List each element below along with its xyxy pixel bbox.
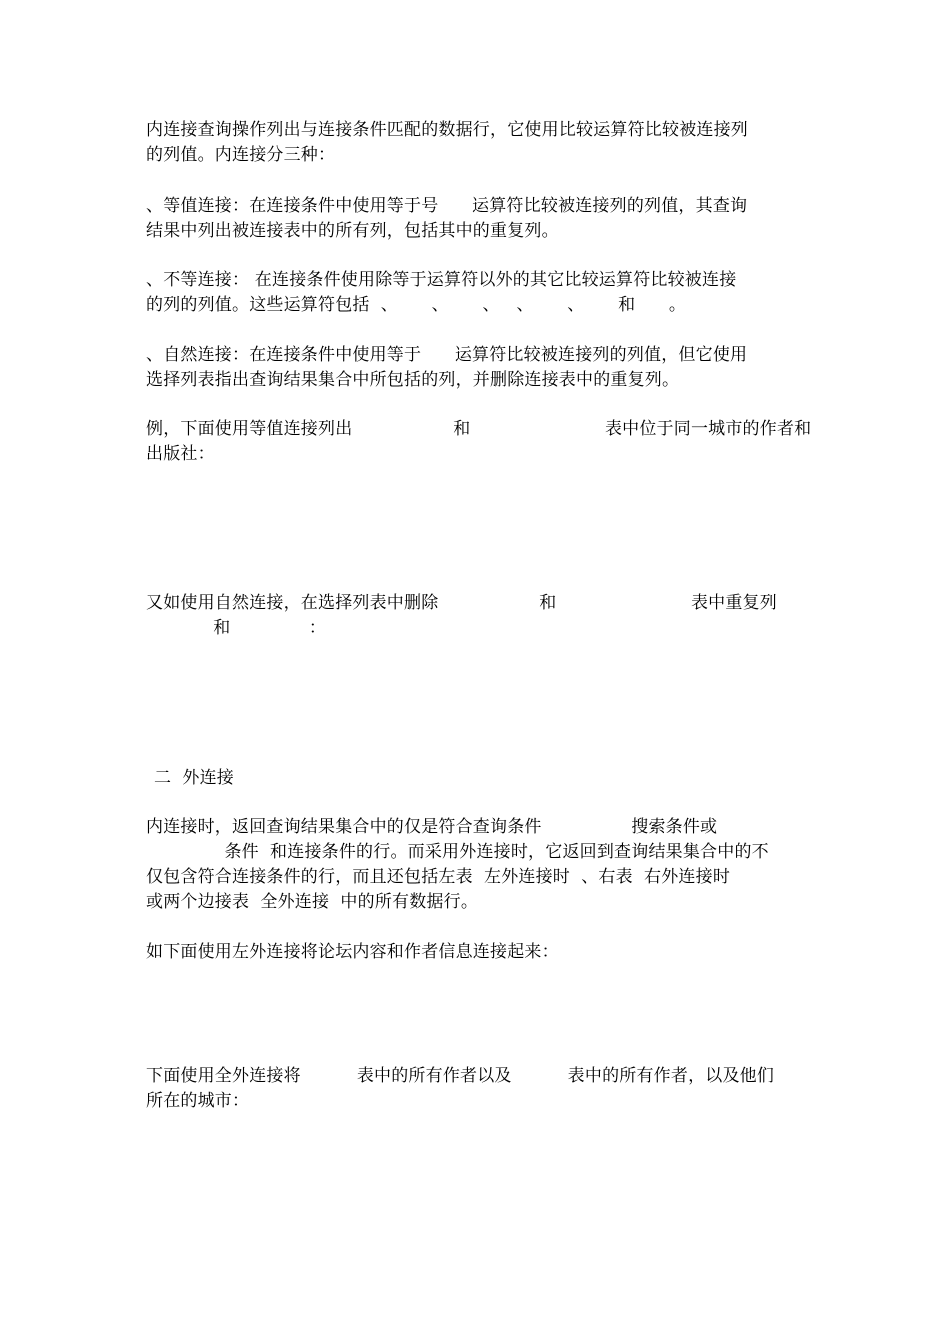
example-full-line-1: 下面使用全外连接将 表中的所有作者以及 表中的所有作者，以及他们 [146, 1066, 775, 1086]
example-full-line-2: 所在的城市： [146, 1091, 250, 1111]
outer-join-desc-line-2: 条件 和连接条件的行。而采用外连接时，它返回到查询结果集合中的不 [146, 842, 769, 862]
outer-join-desc-line-3: 仅包含符合连接条件的行，而且还包括左表 左外连接时 、右表 右外连接时 [146, 867, 731, 887]
example-equi-line-1: 例，下面使用等值连接列出 和 表中位于同一城市的作者和 [146, 419, 812, 439]
outer-join-desc-line-4: 或两个边接表 全外连接 中的所有数据行。 [146, 892, 479, 912]
example-left-line-1: 如下面使用左外连接将论坛内容和作者信息连接起来： [146, 942, 559, 962]
natural-join-line-2: 选择列表指出查询结果集合中所包括的列，并删除连接表中的重复列。 [146, 370, 680, 390]
intro-line-2: 的列值。内连接分三种： [146, 145, 336, 165]
intro-line-1: 内连接查询操作列出与连接条件匹配的数据行，它使用比较运算符比较被连接列 [146, 120, 748, 140]
section-heading-outer-join: 二 外连接 [154, 768, 235, 788]
example-natural-line-2: 和 ： [146, 618, 327, 638]
equi-join-line-2: 结果中列出被连接表中的所有列，包括其中的重复列。 [146, 221, 559, 241]
example-natural-line-1: 又如使用自然连接，在选择列表中删除 和 表中重复列 [146, 593, 777, 613]
non-equi-join-line-2: 的列的列值。这些运算符包括 、 、 、 、 、 和 。 [146, 295, 687, 315]
equi-join-line-1: 、等值连接：在连接条件中使用等于号 运算符比较被连接列的列值，其查询 [146, 196, 748, 216]
outer-join-desc-line-1: 内连接时，返回查询结果集合中的仅是符合查询条件 搜索条件或 [146, 817, 718, 837]
example-equi-line-2: 出版社： [146, 444, 215, 464]
non-equi-join-line-1: 、不等连接： 在连接条件使用除等于运算符以外的其它比较运算符比较被连接 [146, 270, 737, 290]
natural-join-line-1: 、自然连接：在连接条件中使用等于 运算符比较被连接列的列值，但它使用 [146, 345, 748, 365]
